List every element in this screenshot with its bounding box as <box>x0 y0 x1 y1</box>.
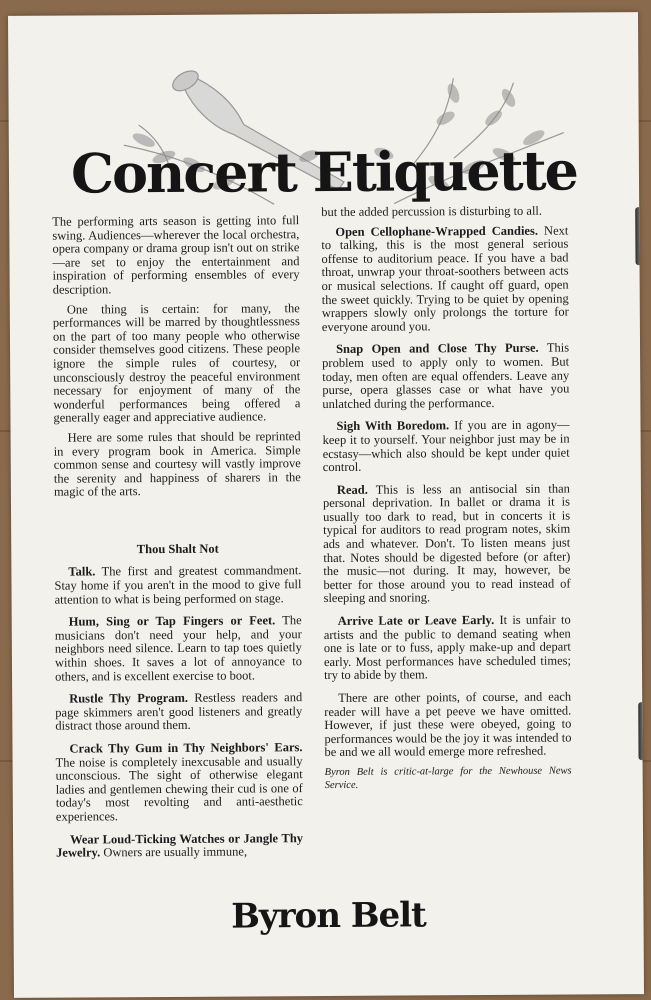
rule-text: The musicians don't need your help, and your neighbors need silence. Learn to tap toes quietly within shoes. It saves a lot of annoyance to others, and is excellent exercise to boot. <box>54 613 302 684</box>
rule-text: Owners are usually immune, <box>103 844 248 860</box>
left-column <box>52 214 303 869</box>
section-heading: Thou Shalt Not <box>136 541 219 557</box>
rule-heading: Talk. <box>68 564 96 580</box>
rule-rustle-program <box>55 691 302 733</box>
intro-paragraph-3: Here are some rules that should be reprinted in every program book in America. Simple common sense and courtesy will vastly improve the serenity and happiness of sharers in the magic of the arts. <box>53 429 301 499</box>
rule-text: The noise is completely inexcusable and usually unconscious. The sight of otherwise elegant ladies and gentlemen chewing their cud is one of today's most revolting and anti-aesthetic experiences. <box>55 753 303 824</box>
rule-crack-gum <box>55 741 302 824</box>
rule-purse <box>322 342 569 411</box>
rule-heading: Rustle Thy Program. <box>69 691 189 706</box>
rule-sigh <box>322 419 569 475</box>
rule-cellophane-candies <box>321 224 569 334</box>
closing-paragraph: There are other points, of course, and each reader will have a pet peeve we have omitted. However, if just these were obeyed, going to performances would be the joy it was intended to be and we all would emerge more refreshed. <box>324 689 572 760</box>
rule-arrive-late <box>324 614 571 683</box>
staple-top <box>635 207 643 265</box>
rule-talk <box>54 565 301 607</box>
rule-heading: Hum, Sing or Tap Fingers or Feet. <box>68 613 276 629</box>
rule-heading: Snap Open and Close Thy Purse. <box>336 341 539 357</box>
rule-read <box>323 482 571 606</box>
rule-watches-jewelry <box>56 832 303 861</box>
rule-text: This problem used to apply only to women. But today, men often are equal offenders. Leave any purse, opera glasses case or what have you unlatched during the performance. <box>322 340 570 411</box>
rule-heading: Read. <box>336 482 368 497</box>
rule-heading: Sigh With Boredom. <box>336 418 450 434</box>
program-page <box>8 12 644 998</box>
rule-text: If you are in agony—keep it to yourself. Your neighbor just may be in ecstasy—which also should be kept under quiet control. <box>322 417 570 475</box>
byline: Byron Belt <box>231 895 426 937</box>
staple-bottom <box>638 702 644 760</box>
rule-text: The first and greatest commandment. Stay home if you aren't in the mood to give full attention to what is being performed on stage. <box>54 563 302 607</box>
right-column <box>321 205 572 798</box>
rule-text: It is unfair to artists and the public to demand seating when one is late or to fuss, apply make-up and depart early. Most performances have scheduled times; try to abide by them. <box>323 612 571 683</box>
rule-heading: Wear Loud-Ticking Watches or Jangle Thy Jewelry. <box>56 830 304 860</box>
rule-text: Next to talking, this is the most general serious offense to auditorium peace. If you have a bad throat, unwrap your throat-soothers between acts or musical selections. If caught off guard, open the sweet quickly. Trying to be quiet by opening wrappers slowly only prolongs the torture for everyone around you. <box>321 223 569 334</box>
rule-hum-sing-tap <box>55 614 302 683</box>
article-title: Concert Etiquette <box>70 138 578 206</box>
rule-text: Restless readers and page skimmers aren't good listeners and greatly distract those around them. <box>55 690 303 734</box>
rule-heading: Open Cellophane-Wrapped Candies. <box>335 223 538 239</box>
intro-paragraph-2: One thing is certain: for many, the performances will be marred by thoughtlessness on the part of too many people who otherwise consider themselves good citizens. These people ignore the simple rules of courtesy, or unconsciously destroy the peaceful environment necessary for enjoyment of many of the wonderful performances being offered a generally eager and appreciative audience. <box>52 300 301 425</box>
rule-heading: Arrive Late or Leave Early. <box>337 613 495 628</box>
author-credit: Byron Belt is critic-at-large for the Newhouse News Service. <box>324 765 572 791</box>
intro-paragraph-1: The performing arts season is getting into full swing. Audiences—wherever the local orchestra, opera company or drama group isn't out on strike—are set to enjoy the entertainment and inspiration of performing ensembles of every description. <box>52 213 300 297</box>
continued-text: but the added percussion is disturbing to all. <box>321 203 543 220</box>
rule-heading: Crack Thy Gum in Thy Neighbors' Ears. <box>69 740 303 756</box>
rule-text: This is less an antisocial sin than personal deprivation. In ballet or drama it is usually too dark to read, but in concerts it is typical for auditors to read program notes, skim ads and whatever. Don't. To listen means just that. Notes should be digested before (or after) the music—not during. It may, however, be better for those around you to read instead of sleeping and snoring. <box>322 481 571 606</box>
